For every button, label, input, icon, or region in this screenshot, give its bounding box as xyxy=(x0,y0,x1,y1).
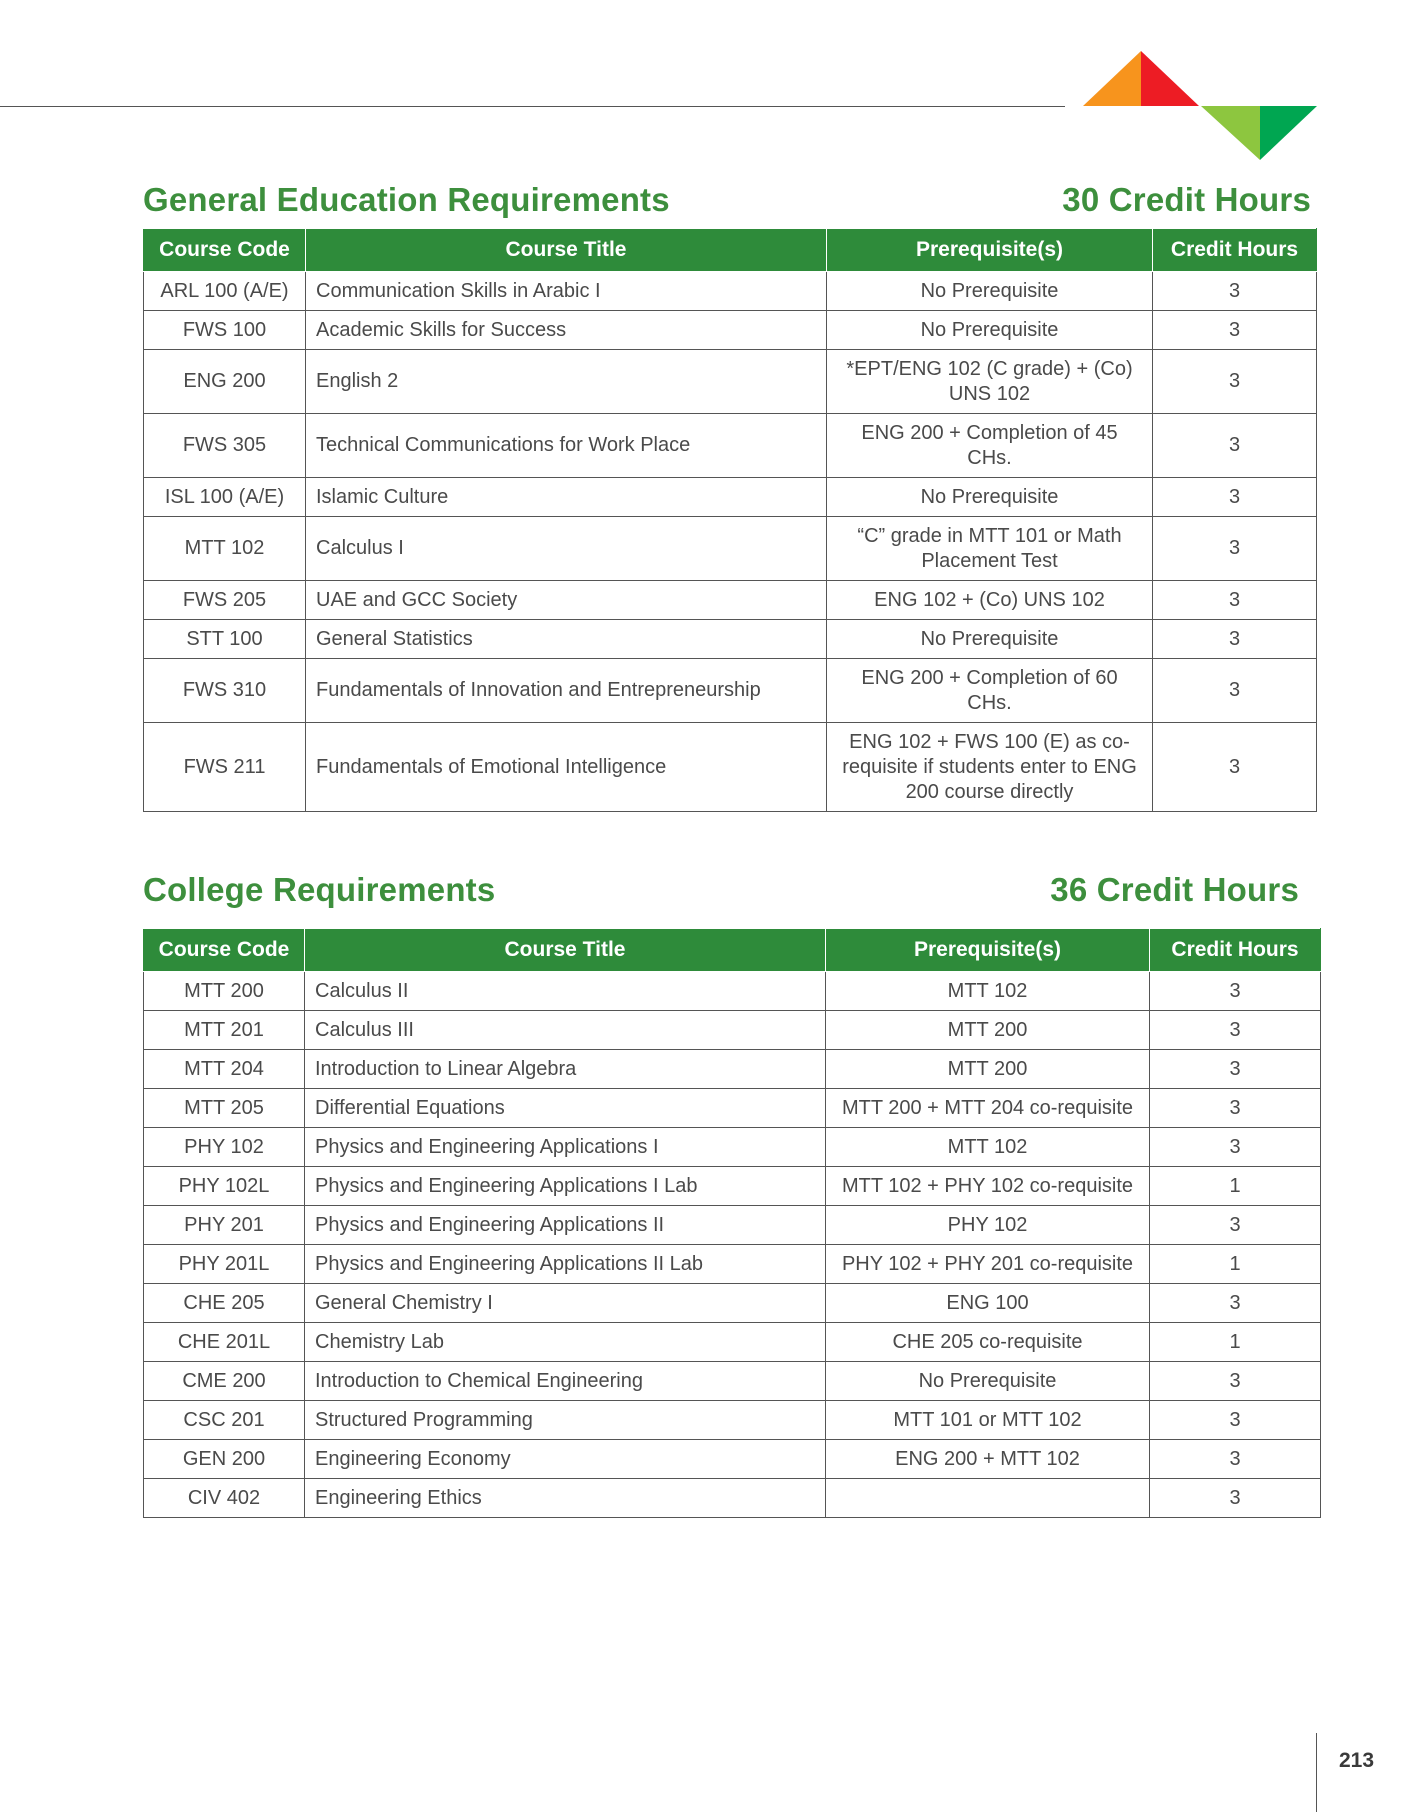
credit-hours: 1 xyxy=(1150,1245,1321,1284)
prerequisite: PHY 102 + PHY 201 co-requisite xyxy=(826,1245,1150,1284)
course-code: FWS 205 xyxy=(144,581,306,620)
credit-hours: 3 xyxy=(1153,581,1317,620)
table-row xyxy=(144,972,1321,1011)
course-code: CHE 201L xyxy=(144,1323,305,1362)
page-number: 213 xyxy=(1339,1749,1375,1772)
table-row xyxy=(144,311,1317,350)
credit-hours: 3 xyxy=(1153,272,1317,311)
prerequisite: MTT 200 xyxy=(826,1011,1150,1050)
table-row xyxy=(144,414,1317,478)
course-title: Communication Skills in Arabic I xyxy=(306,272,827,311)
course-code: ENG 200 xyxy=(144,350,306,414)
course-code: MTT 204 xyxy=(144,1050,305,1089)
table-row xyxy=(144,1362,1321,1401)
course-title: Differential Equations xyxy=(305,1089,826,1128)
course-code: CSC 201 xyxy=(144,1401,305,1440)
course-title: Calculus I xyxy=(306,517,827,581)
prerequisite: ENG 102 + FWS 100 (E) as co-requisite if students enter to ENG 200 course directly xyxy=(827,723,1153,812)
credit-hours: 3 xyxy=(1150,1362,1321,1401)
prerequisite: MTT 101 or MTT 102 xyxy=(826,1401,1150,1440)
credit-hours: 3 xyxy=(1150,1011,1321,1050)
course-code: PHY 201 xyxy=(144,1206,305,1245)
course-code: ISL 100 (A/E) xyxy=(144,478,306,517)
course-title: Calculus II xyxy=(305,972,826,1011)
prerequisite: MTT 102 xyxy=(826,972,1150,1011)
credit-hours: 3 xyxy=(1150,1050,1321,1089)
credit-hours: 3 xyxy=(1153,350,1317,414)
page-number-rule xyxy=(1316,1733,1317,1812)
table-row xyxy=(144,1245,1321,1284)
course-title: Fundamentals of Innovation and Entrepreneurship xyxy=(306,659,827,723)
prerequisite xyxy=(826,1479,1150,1518)
credit-hours: 3 xyxy=(1150,1089,1321,1128)
table-row xyxy=(144,620,1317,659)
course-code: FWS 100 xyxy=(144,311,306,350)
course-code: PHY 102L xyxy=(144,1167,305,1206)
prerequisite: ENG 100 xyxy=(826,1284,1150,1323)
course-code: MTT 205 xyxy=(144,1089,305,1128)
credit-hours: 3 xyxy=(1153,659,1317,723)
course-code: MTT 200 xyxy=(144,972,305,1011)
table-row xyxy=(144,1440,1321,1479)
header-course-title: Course Title xyxy=(306,229,827,272)
credit-hours: 3 xyxy=(1153,517,1317,581)
course-title: Engineering Ethics xyxy=(305,1479,826,1518)
course-code: ARL 100 (A/E) xyxy=(144,272,306,311)
general-education-credit-hours: 30 Credit Hours xyxy=(1062,181,1311,218)
course-title: Physics and Engineering Applications I xyxy=(305,1128,826,1167)
prerequisite: MTT 102 xyxy=(826,1128,1150,1167)
table-header xyxy=(144,929,1321,972)
prerequisite: *EPT/ENG 102 (C grade) + (Co) UNS 102 xyxy=(827,350,1153,414)
credit-hours: 3 xyxy=(1150,1479,1321,1518)
general-education-table xyxy=(143,228,1317,812)
credit-hours: 3 xyxy=(1150,1440,1321,1479)
prerequisite: ENG 102 + (Co) UNS 102 xyxy=(827,581,1153,620)
table-row xyxy=(144,1206,1321,1245)
header-prerequisites: Prerequisite(s) xyxy=(827,229,1153,272)
prerequisite: CHE 205 co-requisite xyxy=(826,1323,1150,1362)
general-education-title: General Education Requirements xyxy=(143,181,670,218)
course-code: STT 100 xyxy=(144,620,306,659)
college-table xyxy=(143,928,1321,1518)
prerequisite: No Prerequisite xyxy=(827,620,1153,659)
course-code: FWS 305 xyxy=(144,414,306,478)
college-header xyxy=(143,871,1299,909)
prerequisite: MTT 200 xyxy=(826,1050,1150,1089)
credit-hours: 3 xyxy=(1150,1128,1321,1167)
course-title: Physics and Engineering Applications I Lab xyxy=(305,1167,826,1206)
credit-hours: 3 xyxy=(1150,1401,1321,1440)
table-row xyxy=(144,1011,1321,1050)
course-title: Engineering Economy xyxy=(305,1440,826,1479)
prerequisite: PHY 102 xyxy=(826,1206,1150,1245)
red-triangle xyxy=(1141,51,1199,106)
table-row xyxy=(144,1050,1321,1089)
credit-hours: 3 xyxy=(1153,311,1317,350)
course-code: PHY 102 xyxy=(144,1128,305,1167)
header-course-code: Course Code xyxy=(144,229,306,272)
header-course-code: Course Code xyxy=(144,929,305,972)
header-rule xyxy=(0,106,1065,107)
table-row xyxy=(144,1167,1321,1206)
course-title: Fundamentals of Emotional Intelligence xyxy=(306,723,827,812)
credit-hours: 3 xyxy=(1150,1284,1321,1323)
credit-hours: 3 xyxy=(1153,620,1317,659)
table-row xyxy=(144,1284,1321,1323)
course-code: MTT 102 xyxy=(144,517,306,581)
prerequisite: MTT 102 + PHY 102 co-requisite xyxy=(826,1167,1150,1206)
table-row xyxy=(144,581,1317,620)
table-row xyxy=(144,1401,1321,1440)
college-credit-hours: 36 Credit Hours xyxy=(1050,871,1299,908)
course-code: FWS 310 xyxy=(144,659,306,723)
prerequisite: ENG 200 + MTT 102 xyxy=(826,1440,1150,1479)
course-code: FWS 211 xyxy=(144,723,306,812)
header-credit-hours: Credit Hours xyxy=(1150,929,1321,972)
course-title: Structured Programming xyxy=(305,1401,826,1440)
course-title: Technical Communications for Work Place xyxy=(306,414,827,478)
course-code: CME 200 xyxy=(144,1362,305,1401)
prerequisite: “C” grade in MTT 101 or Math Placement Test xyxy=(827,517,1153,581)
course-title: General Statistics xyxy=(306,620,827,659)
course-code: PHY 201L xyxy=(144,1245,305,1284)
credit-hours: 3 xyxy=(1150,972,1321,1011)
prerequisite: ENG 200 + Completion of 60 CHs. xyxy=(827,659,1153,723)
credit-hours: 3 xyxy=(1153,723,1317,812)
table-row xyxy=(144,1323,1321,1362)
header-credit-hours: Credit Hours xyxy=(1153,229,1317,272)
table-row xyxy=(144,478,1317,517)
prerequisite: No Prerequisite xyxy=(827,272,1153,311)
light-green-triangle xyxy=(1201,106,1260,160)
course-title: Chemistry Lab xyxy=(305,1323,826,1362)
table-row xyxy=(144,723,1317,812)
prerequisite: No Prerequisite xyxy=(827,478,1153,517)
course-title: Physics and Engineering Applications II Lab xyxy=(305,1245,826,1284)
course-title: Physics and Engineering Applications II xyxy=(305,1206,826,1245)
course-title: Calculus III xyxy=(305,1011,826,1050)
prerequisite: No Prerequisite xyxy=(826,1362,1150,1401)
course-title: Introduction to Linear Algebra xyxy=(305,1050,826,1089)
header-course-title: Course Title xyxy=(305,929,826,972)
table-row xyxy=(144,350,1317,414)
course-title: Islamic Culture xyxy=(306,478,827,517)
dark-green-triangle xyxy=(1260,106,1317,160)
table-row xyxy=(144,1479,1321,1518)
prerequisite: ENG 200 + Completion of 45 CHs. xyxy=(827,414,1153,478)
credit-hours: 1 xyxy=(1150,1167,1321,1206)
course-code: MTT 201 xyxy=(144,1011,305,1050)
course-code: CHE 205 xyxy=(144,1284,305,1323)
table-row xyxy=(144,1128,1321,1167)
orange-triangle xyxy=(1083,51,1141,106)
general-education-header xyxy=(143,181,1311,219)
prerequisite: No Prerequisite xyxy=(827,311,1153,350)
credit-hours: 3 xyxy=(1153,478,1317,517)
course-title: Introduction to Chemical Engineering xyxy=(305,1362,826,1401)
course-title: Academic Skills for Success xyxy=(306,311,827,350)
table-row xyxy=(144,659,1317,723)
credit-hours: 1 xyxy=(1150,1323,1321,1362)
course-title: UAE and GCC Society xyxy=(306,581,827,620)
table-row xyxy=(144,272,1317,311)
course-title: English 2 xyxy=(306,350,827,414)
credit-hours: 3 xyxy=(1153,414,1317,478)
table-header xyxy=(144,229,1317,272)
header-prerequisites: Prerequisite(s) xyxy=(826,929,1150,972)
course-title: General Chemistry I xyxy=(305,1284,826,1323)
table-row xyxy=(144,517,1317,581)
college-title: College Requirements xyxy=(143,871,496,908)
credit-hours: 3 xyxy=(1150,1206,1321,1245)
triangle-logo-icon xyxy=(1080,48,1320,168)
prerequisite: MTT 200 + MTT 204 co-requisite xyxy=(826,1089,1150,1128)
course-code: GEN 200 xyxy=(144,1440,305,1479)
course-code: CIV 402 xyxy=(144,1479,305,1518)
table-row xyxy=(144,1089,1321,1128)
